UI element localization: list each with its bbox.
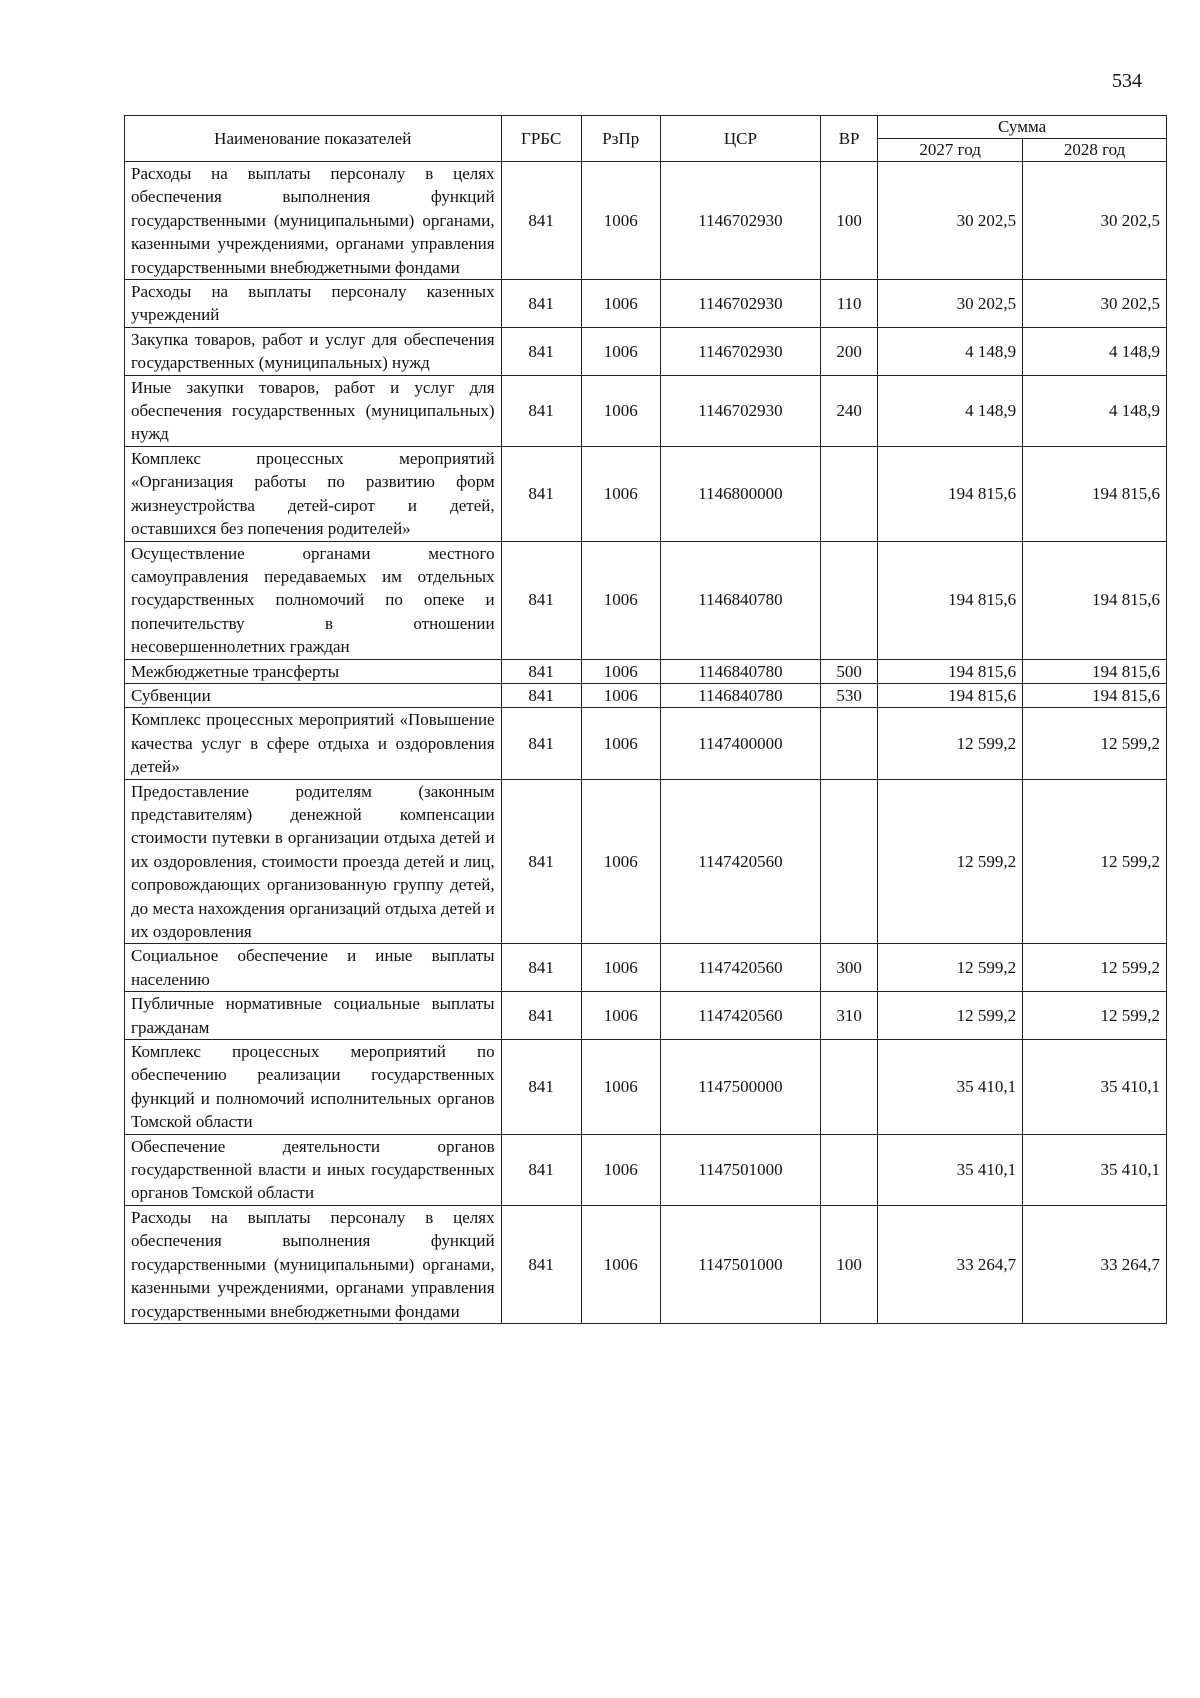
csr-cell: 1147420560 (660, 992, 820, 1040)
grbs-cell: 841 (501, 162, 581, 280)
grbs-cell: 841 (501, 327, 581, 375)
vr-cell (821, 541, 878, 659)
csr-cell: 1147501000 (660, 1205, 820, 1323)
csr-cell: 1146840780 (660, 683, 820, 707)
vr-cell: 300 (821, 944, 878, 992)
page-number: 534 (1112, 70, 1142, 92)
csr-cell: 1146702930 (660, 327, 820, 375)
rzpr-cell: 1006 (581, 779, 660, 944)
table-row (125, 280, 1167, 328)
table-header (125, 116, 1167, 162)
sum-2028-cell: 4 148,9 (1023, 375, 1167, 446)
header-rzpr: РзПр (581, 116, 660, 162)
rzpr-cell: 1006 (581, 1205, 660, 1323)
table-row (125, 327, 1167, 375)
vr-cell: 500 (821, 659, 878, 683)
table-row (125, 659, 1167, 683)
vr-cell: 100 (821, 1205, 878, 1323)
vr-cell (821, 1040, 878, 1135)
csr-cell: 1146840780 (660, 659, 820, 683)
rzpr-cell: 1006 (581, 708, 660, 779)
grbs-cell: 841 (501, 1040, 581, 1135)
sum-2028-cell: 12 599,2 (1023, 708, 1167, 779)
rzpr-cell: 1006 (581, 659, 660, 683)
grbs-cell: 841 (501, 683, 581, 707)
vr-cell: 240 (821, 375, 878, 446)
sum-2028-cell: 194 815,6 (1023, 541, 1167, 659)
vr-cell: 100 (821, 162, 878, 280)
sum-2028-cell: 12 599,2 (1023, 944, 1167, 992)
csr-cell: 1147500000 (660, 1040, 820, 1135)
table-row (125, 162, 1167, 280)
budget-table (124, 115, 1167, 1324)
csr-cell: 1146702930 (660, 280, 820, 328)
name-cell: Осуществление органами местного самоуправления передаваемых им отдельных государственных полномочий по опеке и попечительству в отношении несовершеннолетних граждан (125, 541, 502, 659)
table-row (125, 944, 1167, 992)
header-name: Наименование показателей (125, 116, 502, 162)
sum-2028-cell: 30 202,5 (1023, 280, 1167, 328)
header-csr: ЦСР (660, 116, 820, 162)
sum-2027-cell: 12 599,2 (878, 779, 1023, 944)
grbs-cell: 841 (501, 779, 581, 944)
rzpr-cell: 1006 (581, 162, 660, 280)
grbs-cell: 841 (501, 280, 581, 328)
vr-cell: 310 (821, 992, 878, 1040)
sum-2027-cell: 4 148,9 (878, 327, 1023, 375)
table-row (125, 375, 1167, 446)
grbs-cell: 841 (501, 992, 581, 1040)
vr-cell (821, 1134, 878, 1205)
sum-2027-cell: 12 599,2 (878, 992, 1023, 1040)
vr-cell (821, 446, 878, 541)
csr-cell: 1147400000 (660, 708, 820, 779)
rzpr-cell: 1006 (581, 375, 660, 446)
name-cell: Субвенции (125, 683, 502, 707)
name-cell: Предоставление родителям (законным представителям) денежной компенсации стоимости путевки в организации отдыха детей и их оздоровления, стоимости проезда детей и лиц, сопровождающих организованную группу детей, до места нахождения организаций отдыха детей и их оздоровления (125, 779, 502, 944)
sum-2028-cell: 12 599,2 (1023, 992, 1167, 1040)
name-cell: Межбюджетные трансферты (125, 659, 502, 683)
grbs-cell: 841 (501, 541, 581, 659)
header-grbs: ГРБС (501, 116, 581, 162)
name-cell: Иные закупки товаров, работ и услуг для обеспечения государственных (муниципальных) нужд (125, 375, 502, 446)
sum-2027-cell: 194 815,6 (878, 446, 1023, 541)
grbs-cell: 841 (501, 1205, 581, 1323)
sum-2027-cell: 194 815,6 (878, 659, 1023, 683)
name-cell: Расходы на выплаты персоналу в целях обеспечения выполнения функций государственными (муниципальными) органами, казенными учреждениями, органами управления государственными внебюджетными фондами (125, 1205, 502, 1323)
grbs-cell: 841 (501, 1134, 581, 1205)
csr-cell: 1147420560 (660, 779, 820, 944)
header-2027: 2027 год (878, 139, 1023, 162)
table-row (125, 541, 1167, 659)
table-row (125, 708, 1167, 779)
csr-cell: 1147501000 (660, 1134, 820, 1205)
grbs-cell: 841 (501, 708, 581, 779)
grbs-cell: 841 (501, 375, 581, 446)
csr-cell: 1146702930 (660, 162, 820, 280)
table-row (125, 1205, 1167, 1323)
vr-cell: 110 (821, 280, 878, 328)
name-cell: Обеспечение деятельности органов государственной власти и иных государственных органов Томской области (125, 1134, 502, 1205)
vr-cell: 200 (821, 327, 878, 375)
vr-cell (821, 779, 878, 944)
name-cell: Публичные нормативные социальные выплаты гражданам (125, 992, 502, 1040)
sum-2028-cell: 194 815,6 (1023, 446, 1167, 541)
rzpr-cell: 1006 (581, 541, 660, 659)
name-cell: Расходы на выплаты персоналу казенных учреждений (125, 280, 502, 328)
rzpr-cell: 1006 (581, 327, 660, 375)
rzpr-cell: 1006 (581, 280, 660, 328)
vr-cell (821, 708, 878, 779)
rzpr-cell: 1006 (581, 1040, 660, 1135)
name-cell: Социальное обеспечение и иные выплаты населению (125, 944, 502, 992)
grbs-cell: 841 (501, 446, 581, 541)
name-cell: Комплекс процессных мероприятий по обеспечению реализации государственных функций и полномочий исполнительных органов Томской области (125, 1040, 502, 1135)
sum-2028-cell: 33 264,7 (1023, 1205, 1167, 1323)
table-row (125, 1134, 1167, 1205)
rzpr-cell: 1006 (581, 944, 660, 992)
name-cell: Комплекс процессных мероприятий «Повышение качества услуг в сфере отдыха и оздоровления детей» (125, 708, 502, 779)
sum-2028-cell: 194 815,6 (1023, 683, 1167, 707)
header-sum: Сумма (878, 116, 1167, 139)
sum-2027-cell: 33 264,7 (878, 1205, 1023, 1323)
table-row (125, 446, 1167, 541)
sum-2028-cell: 35 410,1 (1023, 1040, 1167, 1135)
table-row (125, 779, 1167, 944)
sum-2027-cell: 35 410,1 (878, 1134, 1023, 1205)
csr-cell: 1147420560 (660, 944, 820, 992)
table-row (125, 1040, 1167, 1135)
sum-2027-cell: 194 815,6 (878, 683, 1023, 707)
vr-cell: 530 (821, 683, 878, 707)
rzpr-cell: 1006 (581, 683, 660, 707)
table-body (125, 162, 1167, 1324)
rzpr-cell: 1006 (581, 992, 660, 1040)
sum-2027-cell: 12 599,2 (878, 944, 1023, 992)
grbs-cell: 841 (501, 944, 581, 992)
rzpr-cell: 1006 (581, 446, 660, 541)
sum-2028-cell: 35 410,1 (1023, 1134, 1167, 1205)
sum-2028-cell: 30 202,5 (1023, 162, 1167, 280)
sum-2028-cell: 194 815,6 (1023, 659, 1167, 683)
name-cell: Комплекс процессных мероприятий «Организация работы по развитию форм жизнеустройства детей-сирот и детей, оставшихся без попечения родителей» (125, 446, 502, 541)
sum-2028-cell: 4 148,9 (1023, 327, 1167, 375)
sum-2027-cell: 12 599,2 (878, 708, 1023, 779)
rzpr-cell: 1006 (581, 1134, 660, 1205)
grbs-cell: 841 (501, 659, 581, 683)
table-row (125, 683, 1167, 707)
sum-2028-cell: 12 599,2 (1023, 779, 1167, 944)
csr-cell: 1146800000 (660, 446, 820, 541)
sum-2027-cell: 194 815,6 (878, 541, 1023, 659)
sum-2027-cell: 30 202,5 (878, 280, 1023, 328)
sum-2027-cell: 30 202,5 (878, 162, 1023, 280)
table-row (125, 992, 1167, 1040)
sum-2027-cell: 4 148,9 (878, 375, 1023, 446)
name-cell: Закупка товаров, работ и услуг для обеспечения государственных (муниципальных) нужд (125, 327, 502, 375)
sum-2027-cell: 35 410,1 (878, 1040, 1023, 1135)
name-cell: Расходы на выплаты персоналу в целях обеспечения выполнения функций государственными (муниципальными) органами, казенными учреждениями, органами управления государственными внебюджетными фондами (125, 162, 502, 280)
header-vr: ВР (821, 116, 878, 162)
csr-cell: 1146702930 (660, 375, 820, 446)
header-2028: 2028 год (1023, 139, 1167, 162)
csr-cell: 1146840780 (660, 541, 820, 659)
